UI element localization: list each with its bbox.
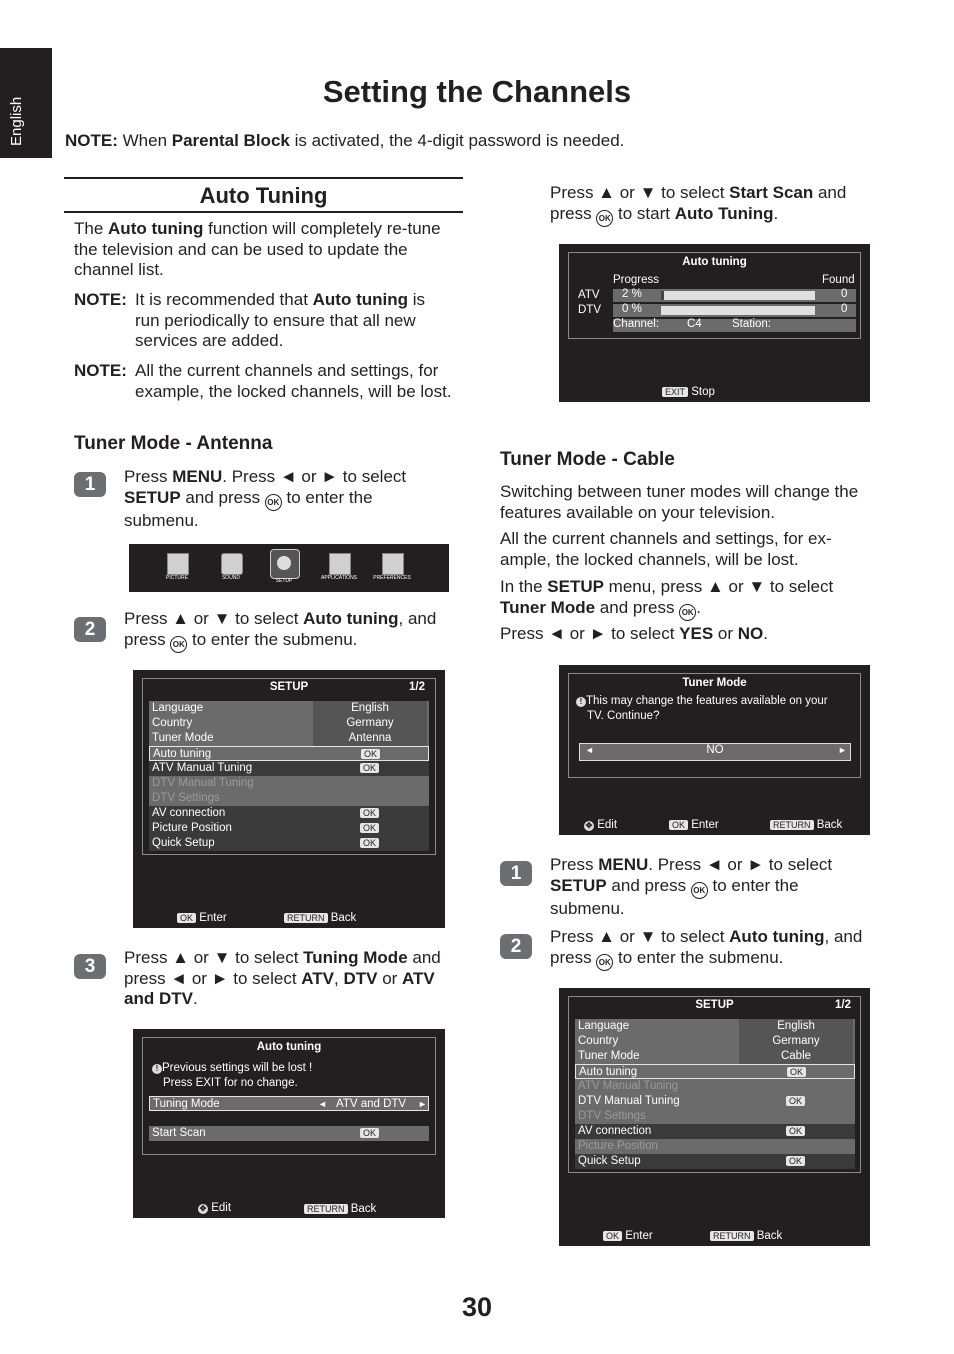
exit-key: EXIT (662, 387, 688, 397)
ok-button-icon: OK (596, 210, 613, 227)
step-bold: SETUP (550, 875, 607, 895)
note-text: is run periodically to ensure that all new services are added. (135, 290, 425, 350)
setup-row[interactable] (149, 716, 429, 731)
main-menu-bar (129, 544, 449, 592)
dtv-row (613, 304, 856, 317)
step-bold: ATV (301, 968, 335, 988)
setup-row-label: DTV Manual Tuning (152, 777, 254, 789)
setup-row-label: Language (578, 1020, 630, 1032)
setup-row-label: Tuner Mode (578, 1050, 640, 1062)
ok-button-icon: OK (691, 882, 708, 899)
footer-back (770, 819, 842, 831)
note-label: NOTE: (65, 131, 118, 150)
applications-icon[interactable] (329, 553, 351, 575)
intro-text: function will completely re-tune the television and can be used to update the channel list. (74, 219, 441, 279)
chevron-right-icon[interactable]: ► (838, 745, 847, 755)
tuning-mode-label: Tuning Mode (153, 1098, 220, 1110)
picture-icon[interactable] (167, 553, 189, 575)
step-text: Press ▲ or ▼ to select (124, 609, 304, 628)
step-bold: MENU (598, 855, 649, 874)
atv-row (613, 289, 856, 302)
start-scan-row[interactable] (149, 1126, 429, 1141)
setup-row-label: DTV Settings (152, 792, 220, 804)
warning-line-1 (152, 1062, 312, 1074)
step-text: . (773, 203, 779, 223)
footer-stop (662, 386, 715, 398)
step-text: . (192, 989, 198, 1008)
step-2-badge: 2 (74, 617, 106, 642)
antenna-heading: Tuner Mode - Antenna (74, 433, 273, 454)
menu-item-preferences[interactable]: PREFERENCES (373, 575, 411, 581)
step-text: , and press (124, 609, 437, 649)
setup-row-value: English (739, 1019, 853, 1034)
step-text: to enter the submenu. (187, 629, 358, 649)
setup-row-value: Germany (313, 716, 427, 731)
antenna-step-3 (124, 948, 464, 1010)
enter-label: Enter (625, 1230, 653, 1242)
setup-row-ok[interactable]: OK (360, 838, 379, 848)
warning-line-2: Press EXIT for no change. (163, 1077, 298, 1089)
setup-row-value: English (313, 701, 427, 716)
page-title: Setting the Channels (322, 74, 632, 109)
setup-row-label: Country (578, 1035, 619, 1047)
setup-row-value: Antenna (313, 731, 427, 746)
auto-tuning-heading: Auto Tuning (199, 183, 328, 208)
step-text: to enter the submenu. (613, 947, 784, 967)
navigation-icon: ✥ (199, 1204, 207, 1213)
progress-label: Progress (613, 274, 660, 286)
setup-row[interactable] (149, 776, 429, 791)
setup-row-ok[interactable]: OK (786, 1126, 805, 1136)
warning-icon: ! (152, 1064, 162, 1074)
tuner-mode-value: NO (706, 744, 724, 756)
setup-row-label: Auto tuning (153, 748, 212, 760)
channel-label: Channel: (613, 318, 660, 330)
setup-page: 1/2 (409, 681, 425, 693)
setup-row-ok[interactable]: OK (787, 1067, 806, 1077)
cable-para-1: Switching between tuner modes will change the features available on your television. (500, 482, 859, 522)
atv-found: 0 (841, 288, 848, 300)
setup-screen-antenna (133, 670, 445, 928)
gear-icon[interactable] (270, 549, 300, 579)
setup-row-label: Quick Setup (152, 837, 215, 849)
para-bold: Tuner Mode (500, 597, 596, 617)
note-label: NOTE: (74, 361, 127, 380)
cable-para-4 (500, 624, 870, 645)
setup-row-value: Germany (739, 1034, 853, 1049)
note-text: It is recommended that (135, 290, 313, 309)
setup-title: SETUP (269, 681, 309, 693)
return-key: RETURN (304, 1204, 348, 1214)
setup-row[interactable] (149, 731, 429, 746)
menu-item-sound[interactable]: SOUND (221, 575, 241, 581)
dtv-percent: 0 % (622, 303, 642, 315)
atv-progress-fill (661, 291, 664, 300)
menu-item-applications[interactable]: APPLICATIONS (320, 575, 358, 581)
tuner-mode-selector[interactable] (579, 743, 851, 761)
note-lost (74, 361, 454, 402)
return-key: RETURN (770, 820, 814, 830)
section-rule-bottom (64, 211, 463, 213)
setup-row[interactable] (149, 806, 429, 821)
ok-key: OK (603, 1231, 622, 1241)
setup-row[interactable] (575, 1079, 855, 1094)
note-bold: Parental Block (171, 131, 290, 150)
setup-row-label: Quick Setup (578, 1155, 641, 1167)
edit-label: Edit (597, 819, 618, 831)
para-text: . (763, 624, 768, 643)
tuning-mode-row[interactable] (149, 1096, 429, 1111)
footer-enter (669, 819, 719, 831)
step-text: to start (613, 203, 675, 223)
cable-para-2: All the current channels and settings, for ex-ample, the locked channels, will be lost. (500, 529, 832, 569)
step-1-badge: 1 (500, 861, 532, 886)
note-label: NOTE: (74, 290, 127, 309)
step-bold: ATV and DTV (124, 968, 435, 1008)
cable-para-3 (500, 577, 870, 621)
note-periodic (74, 290, 454, 352)
ok-button-icon: OK (596, 954, 613, 971)
setup-row-label: ATV Manual Tuning (152, 762, 253, 774)
step-bold: Auto tuning (303, 609, 399, 628)
setup-row-label: AV connection (578, 1125, 652, 1137)
para-bold: NO (737, 624, 764, 643)
speaker-icon[interactable] (221, 553, 243, 575)
para-text: or (713, 624, 738, 643)
step-bold: DTV (343, 968, 378, 988)
setup-row-label: Language (152, 702, 204, 714)
station-label: Station: (732, 318, 771, 330)
setup-row[interactable] (149, 791, 429, 806)
step-3-badge: 3 (74, 954, 106, 979)
back-label: Back (756, 1230, 783, 1242)
warning-icon: ! (576, 697, 586, 707)
return-key: RETURN (710, 1231, 754, 1241)
step-bold: Start Scan (729, 183, 814, 202)
step-text: . Press ◄ or ► to select (222, 467, 407, 486)
ok-button-icon: OK (170, 636, 187, 653)
preferences-icon[interactable] (382, 553, 404, 575)
footer-edit (584, 819, 617, 831)
setup-row-label: DTV Manual Tuning (578, 1095, 680, 1107)
footer-enter (177, 912, 227, 924)
chevron-left-icon[interactable]: ◄ (318, 1099, 327, 1109)
channel-row (613, 319, 856, 332)
step-text: to enter the submenu. (124, 487, 373, 530)
setup-row-label: Picture Position (152, 822, 232, 834)
back-label: Back (816, 819, 843, 831)
start-scan-label: Start Scan (152, 1127, 206, 1139)
enter-label: Enter (199, 912, 227, 924)
start-scan-ok[interactable]: OK (360, 1128, 379, 1138)
setup-row[interactable] (149, 761, 429, 776)
section-rule-top (64, 177, 463, 179)
setup-row[interactable] (575, 1064, 855, 1079)
setup-row-label: ATV Manual Tuning (578, 1080, 679, 1092)
tuning-mode-value: ATV and DTV (336, 1098, 407, 1110)
tuner-mode-warning-2: TV. Continue? (587, 710, 660, 722)
setup-row-ok[interactable]: OK (360, 808, 379, 818)
setup-row-label: AV connection (152, 807, 226, 819)
step-bold: Auto tuning (729, 927, 825, 946)
setup-row-label: Auto tuning (579, 1066, 638, 1078)
setup-row-value: Cable (739, 1049, 853, 1064)
note-text: When (117, 131, 172, 150)
atv-percent: 2 % (622, 288, 642, 300)
note-bold: Auto tuning (312, 290, 408, 309)
note-body (135, 290, 454, 352)
parental-block-note (65, 131, 624, 151)
setup-row[interactable] (149, 821, 429, 836)
note-text: is activated, the 4-digit password is needed. (289, 131, 625, 150)
dtv-progress-bar (661, 306, 815, 315)
step-text: Press ▲ or ▼ to select (550, 183, 730, 202)
antenna-step-1 (124, 467, 444, 531)
setup-row[interactable] (575, 1154, 855, 1169)
antenna-step-2 (124, 609, 444, 653)
auto-tuning-title: Auto tuning (256, 1041, 322, 1053)
tuner-mode-warning-1 (576, 695, 828, 707)
setup-row-label: Country (152, 717, 193, 729)
footer-back (284, 912, 356, 924)
step-2-badge: 2 (500, 934, 532, 959)
cable-heading: Tuner Mode - Cable (500, 449, 675, 470)
setup-row[interactable] (575, 1019, 855, 1034)
step-text: Press (124, 467, 173, 486)
found-label: Found (822, 274, 855, 286)
setup-row-ok[interactable]: OK (786, 1096, 805, 1106)
para-text: Press ◄ or ► to select (500, 624, 680, 643)
para-bold: SETUP (547, 577, 604, 596)
menu-item-picture[interactable]: PICTURE (166, 575, 188, 581)
step-bold: Tuning Mode (303, 948, 408, 967)
setup-row[interactable] (575, 1049, 855, 1064)
step-text: Press ▲ or ▼ to select (124, 948, 304, 967)
setup-row-label: DTV Settings (578, 1110, 646, 1122)
ok-button-icon: OK (679, 604, 696, 621)
step-text: to enter the submenu. (550, 875, 799, 918)
start-scan-instruction (550, 183, 880, 227)
ok-key: OK (177, 913, 196, 923)
step-text: and press (550, 183, 847, 223)
chevron-right-icon[interactable]: ► (418, 1099, 427, 1109)
enter-label: Enter (691, 819, 719, 831)
setup-row[interactable] (575, 1109, 855, 1124)
setup-row[interactable] (149, 746, 429, 761)
dtv-found: 0 (841, 303, 848, 315)
note-body: All the current channels and settings, for example, the locked channels, will be lost. (135, 361, 452, 401)
setup-page: 1/2 (835, 999, 851, 1011)
setup-row[interactable] (575, 1139, 855, 1154)
intro-text: The (74, 219, 109, 238)
navigation-icon: ✥ (585, 821, 593, 830)
footer-back (304, 1203, 376, 1215)
para-text: menu, press ▲ or ▼ to select (603, 577, 834, 596)
ok-key: OK (669, 820, 688, 830)
warning-text: This may change the features available on your (586, 695, 828, 707)
setup-row[interactable] (575, 1124, 855, 1139)
intro-bold: Auto tuning (108, 219, 204, 238)
step-bold: MENU (172, 467, 223, 486)
step-1-badge: 1 (74, 472, 106, 497)
cable-step-2 (550, 927, 870, 971)
warning-text: Previous settings will be lost ! (162, 1062, 313, 1074)
setup-row[interactable] (149, 836, 429, 851)
step-text: Press (550, 855, 599, 874)
step-text: , and press (550, 927, 863, 967)
step-text: and press ◄ or ► to select (124, 948, 441, 988)
setup-title: SETUP (695, 999, 734, 1011)
menu-item-setup[interactable]: SETUP (275, 578, 293, 584)
footer-back (710, 1230, 782, 1242)
tuner-mode-screen (559, 665, 870, 835)
setup-row[interactable] (575, 1034, 855, 1049)
progress-screen (559, 244, 870, 402)
setup-row-label: Picture Position (578, 1140, 658, 1152)
footer-edit (198, 1202, 231, 1214)
auto-tuning-screen (133, 1029, 445, 1218)
setup-row-label: Tuner Mode (152, 732, 214, 744)
para-bold: YES (679, 624, 714, 643)
tuner-mode-title: Tuner Mode (682, 677, 747, 689)
step-text: or (377, 968, 403, 988)
step-text: and press (180, 487, 265, 507)
auto-tuning-intro (74, 219, 454, 281)
setup-row[interactable] (575, 1094, 855, 1109)
atv-label: ATV (578, 289, 600, 301)
channel-value: C4 (687, 318, 702, 330)
para-text: In the (500, 577, 548, 596)
language-tab-label: English (8, 96, 25, 146)
dtv-label: DTV (578, 304, 601, 316)
para-text: and press (595, 597, 680, 617)
chevron-left-icon[interactable]: ◄ (585, 745, 594, 755)
edit-label: Edit (211, 1202, 232, 1214)
step-text: Press ▲ or ▼ to select (550, 927, 730, 946)
progress-title: Auto tuning (682, 256, 747, 268)
return-key: RETURN (284, 913, 328, 923)
setup-row[interactable] (149, 701, 429, 716)
page-number: 30 (461, 1292, 493, 1322)
step-text: . Press ◄ or ► to select (648, 855, 833, 874)
step-bold: Auto Tuning (674, 203, 774, 223)
atv-progress-bar (661, 291, 815, 300)
step-text: , (334, 968, 344, 988)
back-label: Back (350, 1203, 377, 1215)
step-bold: SETUP (124, 487, 181, 507)
setup-row-ok[interactable]: OK (361, 749, 380, 759)
stop-label: Stop (691, 386, 715, 398)
setup-row-ok[interactable]: OK (360, 823, 379, 833)
cable-step-1 (550, 855, 870, 919)
step-text: and press (606, 875, 691, 895)
setup-row-ok[interactable]: OK (360, 763, 379, 773)
footer-enter (603, 1230, 653, 1242)
ok-button-icon: OK (265, 494, 282, 511)
setup-row-ok[interactable]: OK (786, 1156, 805, 1166)
back-label: Back (330, 912, 357, 924)
para-text: . (696, 597, 701, 617)
setup-screen-cable (559, 988, 870, 1246)
